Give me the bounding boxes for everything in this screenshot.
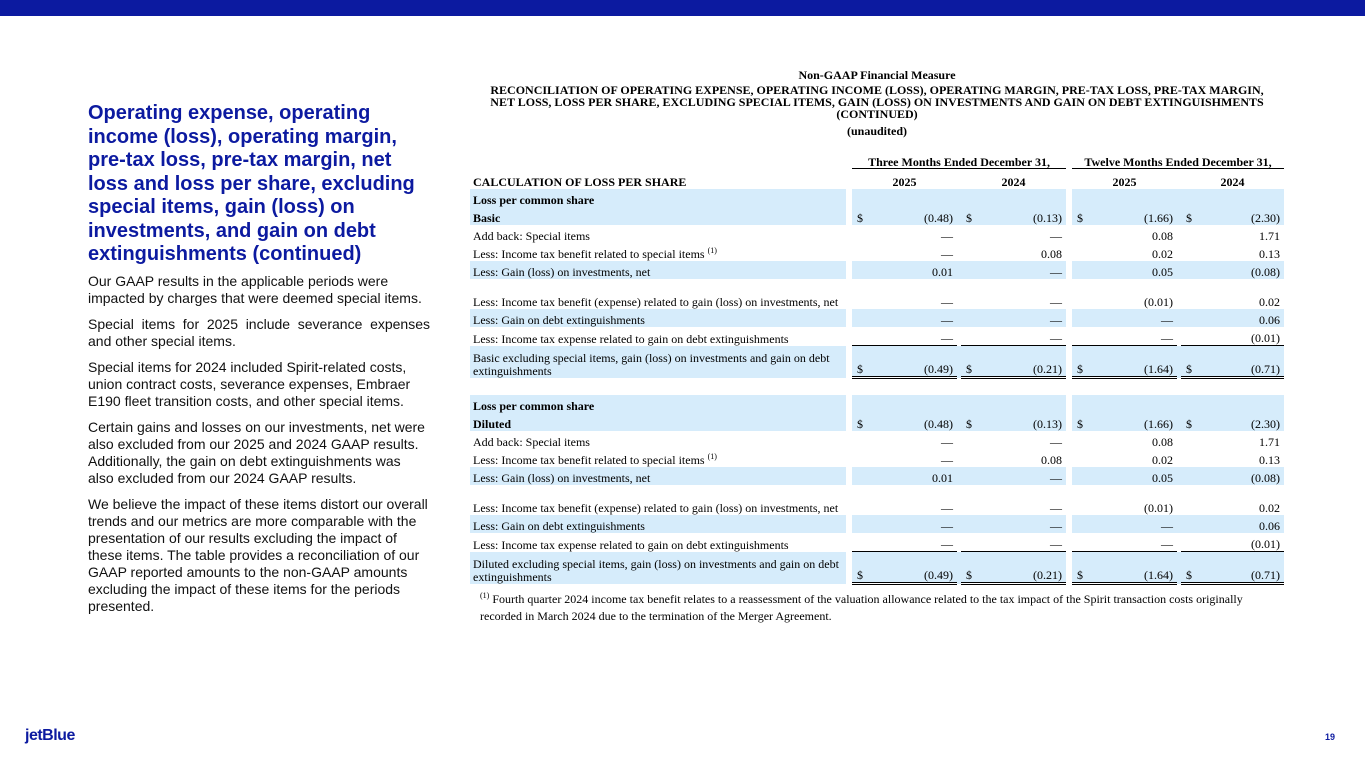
value-cell bbox=[961, 346, 1066, 378]
value-cell bbox=[1181, 533, 1284, 552]
section-header-row bbox=[470, 189, 1284, 207]
row-label bbox=[470, 515, 846, 533]
footnote-marker: (1) bbox=[480, 591, 490, 600]
value-cell bbox=[1072, 207, 1177, 225]
value-text: — bbox=[941, 331, 953, 345]
year-header-row bbox=[470, 169, 1284, 190]
value-text: (2.30) bbox=[1251, 211, 1281, 225]
year-header: 2025 bbox=[1072, 169, 1177, 190]
value-text: (0.21) bbox=[1033, 362, 1063, 376]
value-cell bbox=[1072, 449, 1177, 467]
value-text: — bbox=[941, 537, 953, 551]
row-label bbox=[470, 309, 846, 327]
value-cell bbox=[1072, 225, 1177, 243]
value-cell bbox=[1072, 243, 1177, 261]
value-cell bbox=[852, 243, 957, 261]
value-text: — bbox=[941, 313, 953, 327]
value-cell bbox=[852, 485, 957, 515]
reconciliation-document bbox=[470, 68, 1284, 625]
value-cell bbox=[852, 346, 957, 378]
value-cell bbox=[852, 413, 957, 431]
currency-symbol: $ bbox=[966, 417, 972, 431]
value-text: 0.08 bbox=[1041, 247, 1063, 261]
row-label bbox=[470, 485, 846, 515]
value-text: (0.08) bbox=[1251, 471, 1281, 485]
table-row bbox=[470, 207, 1284, 225]
value-text: 0.02 bbox=[1259, 501, 1281, 515]
paragraph: Special items for 2024 included Spirit-related costs, union contract costs, severance expenses, Embraer E190 fleet transition costs, and other special items. bbox=[88, 359, 411, 409]
currency-symbol: $ bbox=[1077, 211, 1084, 225]
value-cell bbox=[1072, 346, 1177, 378]
value-text: (0.71) bbox=[1251, 568, 1281, 582]
value-text: — bbox=[1050, 331, 1063, 345]
footnote-text: Fourth quarter 2024 income tax benefit relates to a reassessment of the valuation allowance related to the tax impact of the Spirit transaction costs originally recorded in March 2024 due to the termination of the Merger Agreement. bbox=[480, 592, 1243, 623]
value-cell bbox=[1181, 346, 1284, 378]
currency-symbol: $ bbox=[1077, 362, 1084, 376]
row-label-text: Less: Income tax benefit (expense) related to gain (loss) on investments, net bbox=[473, 501, 839, 515]
value-text: (1.66) bbox=[1144, 211, 1174, 225]
value-cell bbox=[1181, 309, 1284, 327]
table-row bbox=[470, 346, 1284, 378]
value-cell bbox=[1181, 467, 1284, 485]
value-cell bbox=[1072, 279, 1177, 309]
value-text: 0.01 bbox=[932, 265, 953, 279]
value-cell bbox=[1072, 261, 1177, 279]
value-cell bbox=[961, 533, 1066, 552]
value-text: — bbox=[1050, 501, 1063, 515]
table-row bbox=[470, 431, 1284, 449]
value-text: — bbox=[1050, 537, 1063, 551]
value-text: 0.02 bbox=[1259, 295, 1281, 309]
value-text: — bbox=[1050, 313, 1063, 327]
value-text: — bbox=[1161, 537, 1174, 551]
footnote-ref: (1) bbox=[707, 246, 717, 255]
value-cell bbox=[961, 225, 1066, 243]
value-cell bbox=[1072, 485, 1177, 515]
value-cell bbox=[852, 449, 957, 467]
slide-heading: Operating expense, operating income (loss), operating margin, pre-tax loss, pre-tax margin, net loss and loss per share, excluding special items, gain (loss) on investments, and gain on debt extinguishments (continued) bbox=[88, 102, 415, 265]
value-text: — bbox=[1050, 229, 1063, 243]
row-label bbox=[470, 552, 846, 584]
value-cell bbox=[961, 279, 1066, 309]
value-text: (0.48) bbox=[924, 211, 953, 225]
value-text: 0.05 bbox=[1152, 265, 1174, 279]
value-cell bbox=[852, 207, 957, 225]
year-header: 2024 bbox=[961, 169, 1066, 190]
loss-per-share-table bbox=[470, 138, 1284, 585]
currency-symbol: $ bbox=[1186, 211, 1193, 225]
value-cell bbox=[1181, 431, 1284, 449]
value-text: — bbox=[1161, 313, 1174, 327]
value-cell bbox=[852, 261, 957, 279]
table-row bbox=[470, 552, 1284, 584]
value-cell bbox=[852, 309, 957, 327]
paragraph: We believe the impact of these items distort our overall trends and our metrics are more comparable with the presentation of our results excluding the impact of these items. The table provides a reconciliation of our GAAP reported amounts to the non-GAAP amounts excluding the impact of these items for the periods presented. bbox=[88, 496, 428, 614]
value-cell bbox=[1072, 413, 1177, 431]
value-text: (0.48) bbox=[924, 417, 953, 431]
value-cell bbox=[1072, 309, 1177, 327]
value-cell bbox=[961, 413, 1066, 431]
row-label-text: Basic excluding special items, gain (loss) on investments and gain on debt extinguishments bbox=[473, 350, 830, 378]
value-cell bbox=[1181, 279, 1284, 309]
currency-symbol: $ bbox=[857, 417, 863, 431]
value-cell bbox=[961, 515, 1066, 533]
value-text: — bbox=[941, 519, 953, 533]
value-text: — bbox=[941, 453, 953, 467]
row-label bbox=[470, 207, 846, 225]
paragraph: Our GAAP results in the applicable periods were impacted by charges that were deemed special items. bbox=[88, 273, 422, 306]
value-text: (1.64) bbox=[1144, 362, 1174, 376]
table-row bbox=[470, 449, 1284, 467]
row-label bbox=[470, 449, 846, 467]
table-row bbox=[470, 515, 1284, 533]
value-cell bbox=[961, 552, 1066, 584]
currency-symbol: $ bbox=[857, 568, 863, 582]
year-header: 2025 bbox=[852, 169, 957, 190]
currency-symbol: $ bbox=[966, 568, 972, 582]
value-text: 0.08 bbox=[1041, 453, 1063, 467]
table-row bbox=[470, 261, 1284, 279]
value-cell bbox=[1072, 515, 1177, 533]
value-cell bbox=[852, 279, 957, 309]
row-label-text: Basic bbox=[473, 211, 501, 225]
section-header-row bbox=[470, 395, 1284, 413]
row-label-text: Less: Gain (loss) on investments, net bbox=[473, 471, 651, 485]
value-cell bbox=[961, 309, 1066, 327]
table-row bbox=[470, 533, 1284, 552]
commentary-text bbox=[88, 273, 430, 624]
value-text: — bbox=[1050, 519, 1063, 533]
value-cell bbox=[1181, 552, 1284, 584]
value-text: 1.71 bbox=[1259, 435, 1281, 449]
value-text: — bbox=[941, 501, 953, 515]
value-cell bbox=[961, 207, 1066, 225]
value-text: — bbox=[941, 229, 953, 243]
value-cell bbox=[852, 533, 957, 552]
value-cell bbox=[852, 515, 957, 533]
row-label-text: Less: Income tax expense related to gain on debt extinguishments bbox=[473, 331, 789, 346]
section-label: Loss per common share bbox=[470, 189, 846, 207]
value-cell bbox=[1181, 225, 1284, 243]
value-cell bbox=[1181, 515, 1284, 533]
currency-symbol: $ bbox=[1186, 362, 1193, 376]
value-text: 0.02 bbox=[1152, 453, 1174, 467]
doc-title: Non-GAAP Financial Measure bbox=[798, 68, 956, 82]
currency-symbol: $ bbox=[1186, 417, 1193, 431]
value-cell bbox=[961, 261, 1066, 279]
value-text: (0.01) bbox=[1144, 295, 1174, 309]
value-cell bbox=[1181, 261, 1284, 279]
value-text: — bbox=[941, 435, 953, 449]
footnote-ref: (1) bbox=[707, 452, 717, 461]
footnote bbox=[480, 591, 1284, 625]
row-label bbox=[470, 327, 846, 346]
value-cell bbox=[961, 431, 1066, 449]
table-row bbox=[470, 485, 1284, 515]
row-label-text: Less: Income tax benefit related to special items bbox=[473, 247, 705, 261]
value-text: — bbox=[1161, 519, 1174, 533]
value-text: (1.66) bbox=[1144, 417, 1174, 431]
row-label-text: Less: Gain (loss) on investments, net bbox=[473, 265, 651, 279]
value-text: (0.49) bbox=[924, 568, 953, 582]
value-cell bbox=[961, 449, 1066, 467]
row-label-text: Less: Income tax benefit related to special items bbox=[473, 453, 705, 467]
value-text: (0.13) bbox=[1033, 211, 1063, 225]
value-text: 0.06 bbox=[1259, 519, 1281, 533]
value-text: (1.64) bbox=[1144, 568, 1174, 582]
period-header-row bbox=[470, 138, 1284, 169]
three-months-header: Three Months Ended December 31, bbox=[852, 138, 1066, 169]
value-text: — bbox=[1050, 435, 1063, 449]
value-text: (0.01) bbox=[1251, 331, 1281, 345]
calc-label: CALCULATION OF LOSS PER SHARE bbox=[473, 175, 687, 189]
value-text: 0.05 bbox=[1152, 471, 1174, 485]
value-text: — bbox=[1050, 471, 1063, 485]
value-text: (2.30) bbox=[1251, 417, 1281, 431]
value-text: — bbox=[941, 247, 953, 261]
value-cell bbox=[1181, 485, 1284, 515]
value-text: 0.13 bbox=[1259, 453, 1281, 467]
currency-symbol: $ bbox=[966, 362, 972, 376]
row-label-text: Diluted excluding special items, gain (loss) on investments and gain on debt extinguishments bbox=[473, 556, 839, 584]
value-text: (0.01) bbox=[1251, 537, 1281, 551]
paragraph: Special items for 2025 include severance expenses and other special items. bbox=[88, 316, 430, 349]
row-label bbox=[470, 279, 846, 309]
section-label: Loss per common share bbox=[470, 395, 846, 413]
value-text: (0.01) bbox=[1144, 501, 1174, 515]
doc-subtitle: RECONCILIATION OF OPERATING EXPENSE, OPERATING INCOME (LOSS), OPERATING MARGIN, PRE-TAX LOSS, PRE-TAX MARGIN, NET LOSS, LOSS PER SHARE, EXCLUDING SPECIAL ITEMS, GAIN (LOSS) ON INVESTMENTS AND GAIN ON DEBT EXTINGUISHMENTS (CONTINUED) bbox=[490, 83, 1264, 121]
jetblue-logo: jetBlue bbox=[25, 727, 75, 744]
value-cell bbox=[852, 467, 957, 485]
row-label bbox=[470, 243, 846, 261]
row-label bbox=[470, 533, 846, 552]
value-cell bbox=[1072, 467, 1177, 485]
value-cell bbox=[852, 552, 957, 584]
row-label-text: Less: Income tax benefit (expense) related to gain (loss) on investments, net bbox=[473, 295, 839, 309]
value-cell bbox=[961, 467, 1066, 485]
table-row bbox=[470, 309, 1284, 327]
value-text: 0.01 bbox=[932, 471, 953, 485]
value-text: 0.08 bbox=[1152, 435, 1174, 449]
value-cell bbox=[1072, 533, 1177, 552]
value-text: (0.21) bbox=[1033, 568, 1063, 582]
value-cell bbox=[852, 225, 957, 243]
value-cell bbox=[1072, 431, 1177, 449]
row-label-text: Add back: Special items bbox=[473, 229, 590, 243]
paragraph: Certain gains and losses on our investments, net were also excluded from our 2025 and 2024 GAAP results. Additionally, the gain on debt extinguishments was also excluded from our 2024 GAAP results. bbox=[88, 419, 425, 486]
row-label bbox=[470, 225, 846, 243]
value-cell bbox=[961, 327, 1066, 346]
value-text: (0.71) bbox=[1251, 362, 1281, 376]
row-label bbox=[470, 346, 846, 378]
table-row bbox=[470, 225, 1284, 243]
year-header: 2024 bbox=[1181, 169, 1284, 190]
currency-symbol: $ bbox=[857, 362, 863, 376]
table-row bbox=[470, 467, 1284, 485]
row-label bbox=[470, 261, 846, 279]
row-label-text: Less: Gain on debt extinguishments bbox=[473, 313, 645, 327]
row-label-text: Add back: Special items bbox=[473, 435, 590, 449]
value-cell bbox=[1181, 449, 1284, 467]
value-text: (0.08) bbox=[1251, 265, 1281, 279]
row-label-text: Less: Income tax expense related to gain on debt extinguishments bbox=[473, 537, 789, 552]
value-text: (0.13) bbox=[1033, 417, 1063, 431]
value-cell bbox=[1181, 327, 1284, 346]
value-text: — bbox=[941, 295, 953, 309]
value-cell bbox=[1181, 207, 1284, 225]
table-row bbox=[470, 243, 1284, 261]
value-text: — bbox=[1050, 265, 1063, 279]
value-cell bbox=[1181, 243, 1284, 261]
row-label bbox=[470, 467, 846, 485]
top-brand-bar bbox=[0, 0, 1365, 16]
value-text: — bbox=[1161, 331, 1174, 345]
currency-symbol: $ bbox=[1077, 417, 1084, 431]
currency-symbol: $ bbox=[966, 211, 972, 225]
row-label-text: Diluted bbox=[473, 417, 512, 431]
table-row bbox=[470, 279, 1284, 309]
value-cell bbox=[1072, 327, 1177, 346]
spacer-row bbox=[470, 378, 1284, 396]
value-cell bbox=[1181, 413, 1284, 431]
twelve-months-header: Twelve Months Ended December 31, bbox=[1072, 138, 1284, 169]
value-text: 0.02 bbox=[1152, 247, 1174, 261]
value-text: — bbox=[1050, 295, 1063, 309]
currency-symbol: $ bbox=[1077, 568, 1084, 582]
row-label bbox=[470, 431, 846, 449]
value-text: 0.13 bbox=[1259, 247, 1281, 261]
value-cell bbox=[1072, 552, 1177, 584]
row-label bbox=[470, 413, 846, 431]
value-cell bbox=[852, 327, 957, 346]
currency-symbol: $ bbox=[1186, 568, 1193, 582]
value-cell bbox=[852, 431, 957, 449]
table-row bbox=[470, 413, 1284, 431]
value-text: (0.49) bbox=[924, 362, 953, 376]
unaudited-label: (unaudited) bbox=[846, 124, 908, 138]
currency-symbol: $ bbox=[857, 211, 863, 225]
value-text: 0.06 bbox=[1259, 313, 1281, 327]
value-cell bbox=[961, 243, 1066, 261]
table-row bbox=[470, 327, 1284, 346]
page-number: 19 bbox=[1325, 732, 1336, 742]
value-cell bbox=[961, 485, 1066, 515]
row-label-text: Less: Gain on debt extinguishments bbox=[473, 519, 645, 533]
value-text: 0.08 bbox=[1152, 229, 1174, 243]
value-text: 1.71 bbox=[1259, 229, 1281, 243]
